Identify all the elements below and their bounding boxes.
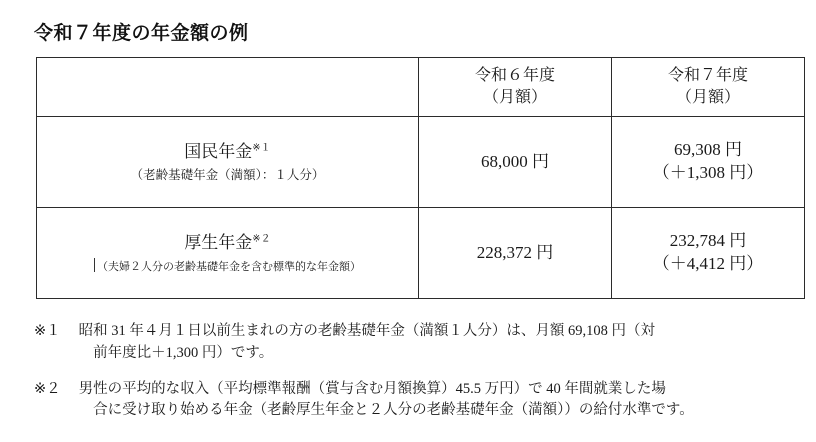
row-current-delta: （＋1,308 円） bbox=[652, 163, 764, 182]
row-label-kokumin-nenkin bbox=[37, 117, 419, 208]
row-previous-amount: 68,000 円 bbox=[419, 117, 612, 208]
table-header-current-year bbox=[612, 58, 805, 117]
page-title: 令和７年度の年金額の例 bbox=[34, 23, 249, 44]
table-header-previous-year bbox=[419, 58, 612, 117]
tick-mark-icon bbox=[94, 258, 95, 272]
table-row bbox=[37, 208, 805, 299]
row-current-amount: 69,308 円 bbox=[674, 140, 742, 160]
table-header-blank bbox=[37, 58, 419, 117]
table-row bbox=[37, 117, 805, 208]
row-label-sub bbox=[41, 258, 414, 274]
row-label-footnote-mark: ※１ bbox=[252, 142, 271, 154]
footnote-1 bbox=[34, 321, 816, 365]
footnote-2-text bbox=[79, 379, 816, 423]
footnote-1-mark: ※１ bbox=[34, 323, 61, 339]
footnote-2-line2: 合に受け取り始める年金（老齢厚生年金と２人分の老齢基礎年金（満額））の給付水準です。 bbox=[93, 402, 694, 419]
row-current-amount-cell bbox=[612, 117, 805, 208]
row-current-amount-cell bbox=[612, 208, 805, 299]
footnote-1-line1: 昭和 31 年４月１日以前生まれの方の老齢基礎年金（満額１人分）は、月額 69,108 円（対 bbox=[78, 323, 656, 339]
row-current-amount: 232,784 円 bbox=[669, 231, 747, 251]
row-label-main bbox=[41, 141, 414, 163]
header-curr-line2: （月額） bbox=[675, 89, 740, 106]
pension-amount-table bbox=[36, 57, 805, 299]
footnote-2 bbox=[34, 379, 816, 423]
row-label-text: 国民年金 bbox=[184, 141, 253, 161]
header-prev-line1: 令和６年度 bbox=[474, 67, 555, 85]
row-label-sub-text: （夫婦２人分の老齢基礎年金を含む標準的な年金額） bbox=[97, 260, 361, 273]
row-label-text: 厚生年金 bbox=[184, 232, 253, 252]
table-header-row bbox=[37, 58, 805, 117]
footnote-2-line1: 男性の平均的な収入（平均標準報酬（賞与含む月額換算）45.5 万円）で 40 年間就業した場 bbox=[78, 380, 666, 397]
footnote-2-mark: ※２ bbox=[34, 380, 61, 397]
footnote-1-line2: 前年度比＋1,300 円）です。 bbox=[93, 344, 274, 361]
header-curr-line1: 令和７年度 bbox=[667, 67, 748, 85]
row-label-footnote-mark: ※２ bbox=[252, 233, 271, 245]
row-current-delta: （＋4,412 円） bbox=[652, 254, 764, 273]
footnote-1-text bbox=[79, 321, 816, 365]
row-previous-amount: 228,372 円 bbox=[419, 208, 612, 299]
footnotes bbox=[34, 321, 816, 422]
row-label-kosei-nenkin bbox=[37, 208, 419, 299]
row-label-sub: （老齢基礎年金（満額）：１人分） bbox=[130, 167, 325, 182]
row-label-main bbox=[41, 232, 414, 254]
header-prev-line2: （月額） bbox=[482, 89, 547, 106]
